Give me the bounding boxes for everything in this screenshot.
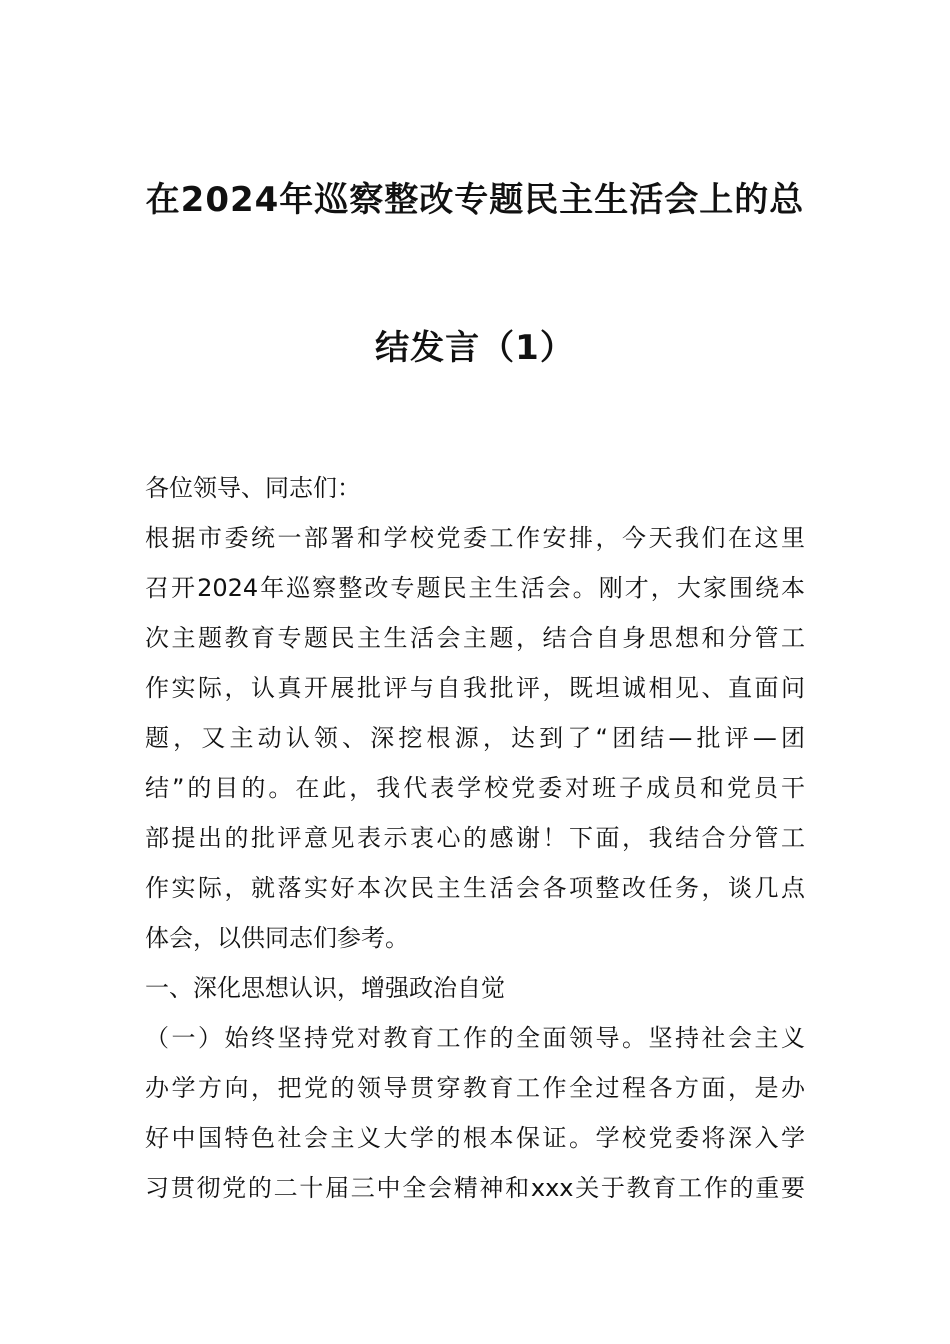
paragraph-line: 作实际，认真开展批评与自我批评，既坦诚相见、直面问 xyxy=(145,674,805,702)
salutation: 各位领导、同志们： xyxy=(145,474,361,502)
paragraph-line: 部提出的批评意见表示衷心的感谢！下面，我结合分管工 xyxy=(145,824,805,852)
section-heading: 一、深化思想认识，增强政治自觉 xyxy=(145,974,505,1002)
paragraph-line: （一）始终坚持党对教育工作的全面领导。坚持社会主义 xyxy=(145,1024,805,1052)
paragraph-line: 作实际，就落实好本次民主生活会各项整改任务，谈几点 xyxy=(145,874,805,902)
paragraph-line: 召开2024年巡察整改专题民主生活会。刚才，大家围绕本 xyxy=(145,574,805,602)
paragraph-line: 次主题教育专题民主生活会主题，结合自身思想和分管工 xyxy=(145,624,805,652)
document-title-line-1: 在2024年巡察整改专题民主生活会上的总 xyxy=(145,180,805,220)
paragraph-line: 好中国特色社会主义大学的根本保证。学校党委将深入学 xyxy=(145,1124,805,1152)
paragraph-line: 习贯彻党的二十届三中全会精神和xxx关于教育工作的重要 xyxy=(145,1174,805,1202)
paragraph-line: 办学方向，把党的领导贯穿教育工作全过程各方面，是办 xyxy=(145,1074,805,1102)
document-title-line-2: 结发言（1） xyxy=(375,328,575,368)
paragraph-line: 题，又主动认领、深挖根源，达到了“团结—批评—团 xyxy=(145,724,805,752)
paragraph-line: 体会，以供同志们参考。 xyxy=(145,924,409,952)
paragraph-line: 根据市委统一部署和学校党委工作安排，今天我们在这里 xyxy=(145,524,805,552)
paragraph-line: 结”的目的。在此，我代表学校党委对班子成员和党员干 xyxy=(145,774,805,802)
document-body xyxy=(145,463,805,1213)
